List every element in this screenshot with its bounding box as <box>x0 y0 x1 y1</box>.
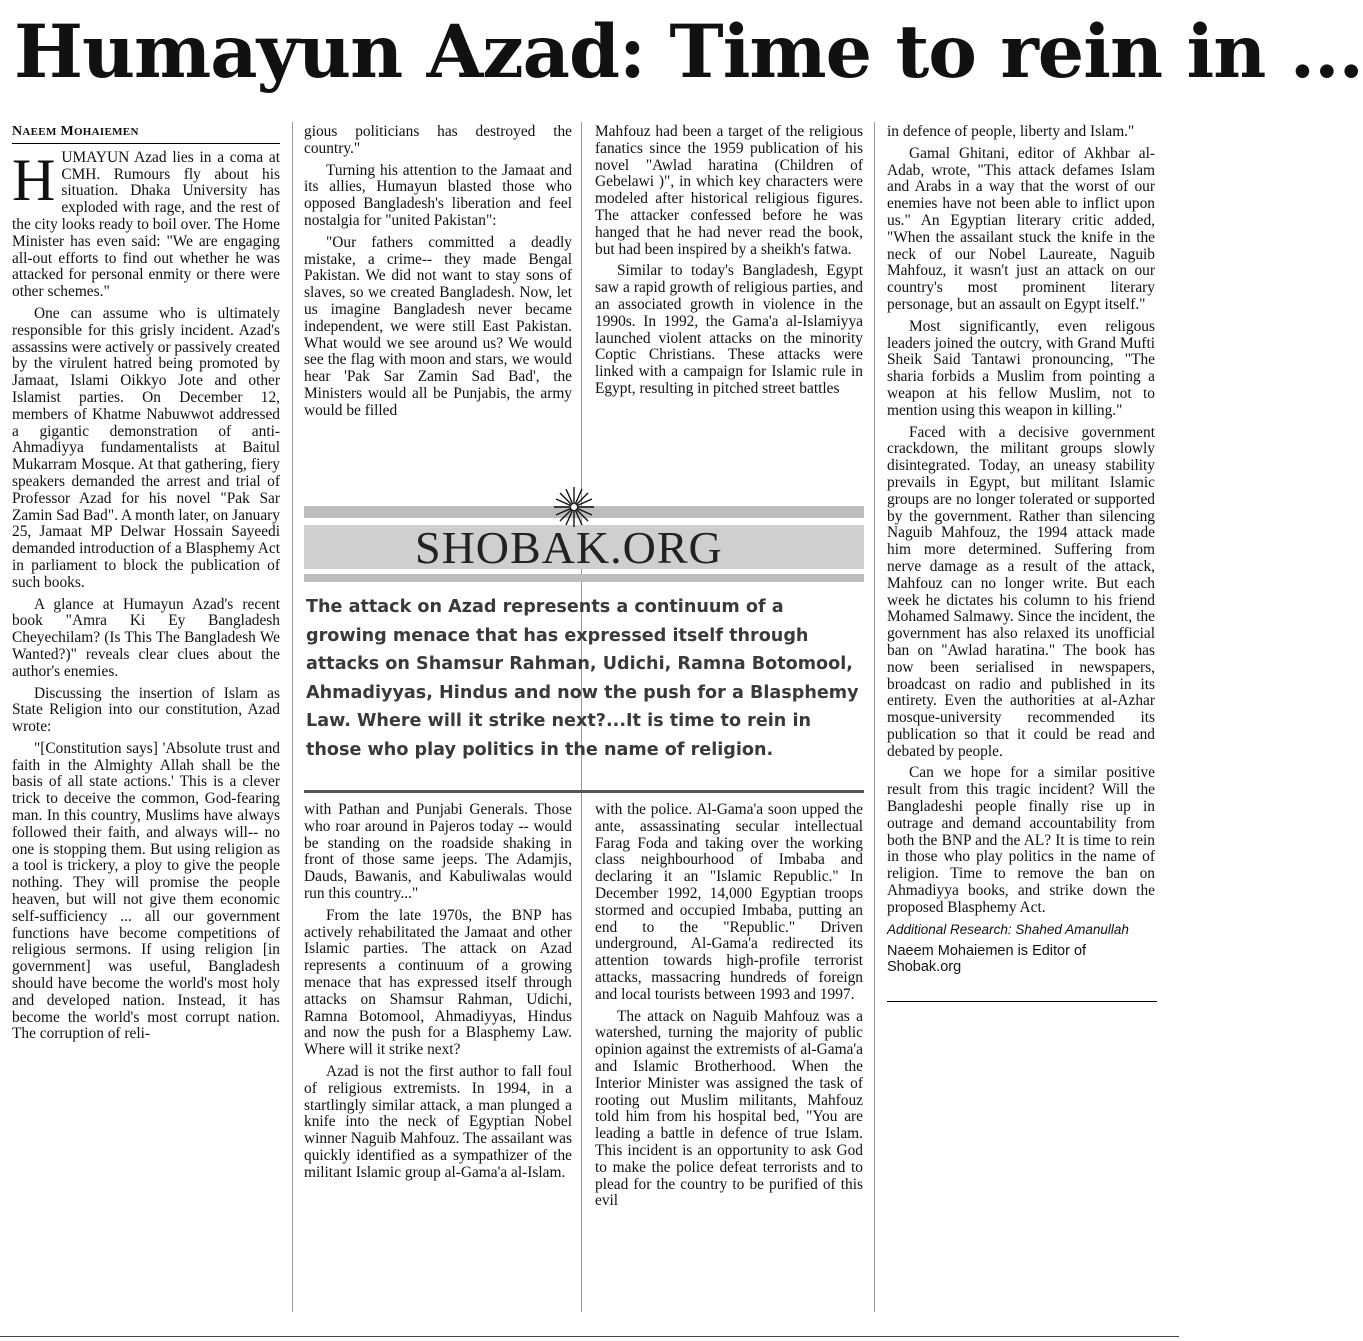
shobak-logo: SHOBAK.ORG <box>415 522 723 573</box>
column-divider <box>292 122 293 1312</box>
lead-paragraph: HUMAYUN Azad lies in a coma at CMH. Rumours fly about his situation. Dhaka University has exploded with rage, and the rest of the city looks ready to boil over. The Home Minister has even said: "We are engaging all-out efforts to find out whether he was attacked for personal enmity or there were other schemes." <box>12 146 280 301</box>
end-rule <box>887 1001 1157 1002</box>
column-4 <box>887 124 1155 1318</box>
byline: NAEEM MOHAIEMEN <box>12 124 280 144</box>
paragraph: "Our fathers committed a deadly mistake, a crime-- they made Bengal Pakistan. We did not want to stay sons of slaves, so we created Bangladesh. Now, let us imagine Bangladesh never became independent, we were still East Pakistan. What would we see around us? We would see the flag with moon and stars, we would hear 'Pak Sar Zamin Sad Bad', the Ministers would all be Punjabis, the army would be filled <box>304 233 572 419</box>
paragraph: Discussing the insertion of Islam as State Religion into our constitution, Azad wrote: <box>12 684 280 736</box>
pull-quote-box <box>304 485 864 794</box>
paragraph: A glance at Humayun Azad's recent book "Amra Ki Ey Bangladesh Cheyechilam? (Is This The Bangladesh We Wanted?)" reveals clear clues about the author's enemies. <box>12 595 280 680</box>
banner-stripe <box>304 574 864 582</box>
paragraph: The attack on Naguib Mahfouz was a watershed, turning the majority of public opinion against the extremists of al-Gama'a and Islamic Brotherhood. When the Interior Minister was assigned the task of rooting out Muslim militants, Mahfouz told him from his hospital bed, "You are leading a battle in defence of true Islam. This incident is an opportunity to ask God to make the police defeat terrorists and to plead for the country to be purified of this evil <box>595 1007 863 1210</box>
paragraph: Turning his attention to the Jamaat and its allies, Humayun blasted those who opposed Bangladesh's liberation and feel nostalgia for "united Pakistan": <box>304 161 572 229</box>
paragraph: Mahfouz had been a target of the religious fanatics since the 1959 publication of his novel "Awlad haratina (Children of Gebelawi )", in which key characters were modeled after historical religious figures. The attacker confessed before he was hanged that he had never read the book, but had been inspired by a sheikh's fatwa. <box>595 123 863 258</box>
paragraph: with the police. Al-Gama'a soon upped the ante, assassinating secular intellectual Farag Foda and taking over the working class neighbourhood of Imbaba and declaring it an "Islamic Republic." In December 1992, 14,000 Egyptian troops stormed and occupied Imbaba, putting an end to the "Republic." Driven underground, Al-Gama'a redirected its attention towards high-profile terrorist attacks, massacring hundreds of foreign and local tourists between 1993 and 1997. <box>595 801 863 1003</box>
paragraph: Similar to today's Bangladesh, Egypt saw a rapid growth of religious parties, and an associated growth in violence in the 1990s. In 1992, the Gama'a al-Islamiyya launched violent attacks on the minority Coptic Christians. These attacks were linked with a campaign for Islamic rule in Egypt, resulting in pitched street battles <box>595 262 863 397</box>
paragraph: Gamal Ghitani, editor of Akhbar al-Adab, wrote, "This attack defames Islam and Arabs in a way that the worst of our enemies have not been able to inflict upon us." An Egyptian literary critic added, "When the assailant stuck the knife in the neck of our Nobel Laureate, Naguib Mahfouz, it wasn't just an attack on our country's most prominent literary personage, but an assault on Egypt itself." <box>887 144 1155 313</box>
paragraph: "[Constitution says] 'Absolute trust and faith in the Almighty Allah shall be the basis of all state actions.' This is a clever trick to deceive the common, God-fearing man. In this country, Muslims have always followed their faith, and always will-- no one is stopping them. But using religion as a tool is trickery, a ploy to give the people nothing. They will promise the people heaven, but will not give them economic self-sufficiency ... all our government functions have become competitions of religious sermons. If using religion [in government] was useful, Bangladesh should have become the world's most holy and developed nation. Instead, it has become the world's most corrupt nation. The corruption of reli- <box>12 739 280 1043</box>
paragraph: Azad is not the first author to fall foul of religious extremists. In 1994, in a startlingly similar attack, a man plunged a knife into the neck of Egyptian Nobel winner Naguib Mahfouz. The assailant was quickly identified as a sympathizer of the militant Islamic group al-Gama'a al-Islam. <box>304 1062 572 1181</box>
paragraph: Faced with a decisive government crackdown, the militant groups slowly disintegrated. Today, an uneasy stability prevails in Egypt, but militant Islamic groups are no longer tolerated or supported by the government. Rather than silencing Naguib Mahfouz, the 1994 attack made him more determined. Suffering from nerve damage as a result of the attack, Mahfouz can no longer write. But each week he dictates his column to his friend Mohamed Salmawy. Since the incident, the government has also relaxed its unofficial ban on "Awlad haratina." The book has now been serialised in newspapers, broadcast on radio and published in its entirety. Even the authorities at al-Azhar mosque-university recommended its publication so that it could be read and debated by people. <box>887 423 1155 760</box>
drop-cap: H <box>12 146 56 213</box>
column-divider <box>874 122 875 1312</box>
paragraph: One can assume who is ultimately responsible for this grisly incident. Azad's assassins were actively or passively created by the virulent hatred being promoted by Jamaat, Islami Oikkyo Jote and other Islamist parties. On December 12, members of Khatme Nabuwwot addressed a gigantic demonstration of anti-Ahmadiyya fundamentalists at Baitul Mukarram Mosque. At that gathering, fiery speakers demanded the arrest and trial of Professor Azad for his novel "Pak Sar Zamin Sad Bad". A month later, on January 25, Jamaat MP Delwar Hossain Sayeedi demanded introduction of a Blasphemy Act in parliament to block the publication of such books. <box>12 304 280 591</box>
page-bottom-rule <box>0 1336 1179 1337</box>
paragraph: gious politicians has destroyed the country." <box>304 123 572 157</box>
paragraph: Most significantly, even religous leaders joined the outcry, with Grand Mufti Sheik Said Tantawi pronouncing, "The sharia forbids a Muslim from pointing a weapon at his fellow Muslim, not to mention using this weapon in killing." <box>887 317 1155 419</box>
column-2-bottom <box>304 802 572 1318</box>
paragraph: with Pathan and Punjabi Generals. Those who roar around in Pajeros today -- would be standing on the roadside shaking in front of those same jeeps. The Adamjis, Dauds, Bawanis, and Kabuliwalas would run this country..." <box>304 801 572 902</box>
column-1 <box>12 124 280 1318</box>
column-3-bottom <box>595 802 863 1318</box>
headline: Humayun Azad: Time to rein in ... <box>14 9 1363 95</box>
pull-quote-rule <box>304 790 864 793</box>
column-3-top <box>595 124 863 486</box>
column-2-top <box>304 124 572 486</box>
paragraph: in defence of people, liberty and Islam." <box>887 123 1135 140</box>
research-credit: Additional Research: Shahed Amanullah <box>887 921 1129 937</box>
author-note: Naeem Mohaiemen is Editor of Shobak.org <box>887 943 1087 976</box>
paragraph: From the late 1970s, the BNP has actively rehabilitated the Jamaat and other Islamic parties. The attack on Azad represents a continuum of a growing menace that has expressed itself through attacks on Shamsur Rahman, Udichi, Ramna Botomool, Ahmadiyyas, Hindus and now the push for a Blasphemy Law. Where will it strike next? <box>304 906 572 1059</box>
paragraph: Can we hope for a similar positive result from this tragic incident? Will the Bangladeshi people finally rise up in outrage and demand accountability from both the BNP and the AL? It is time to rein in those who play politics in the name of religion. Time to remove the ban on Ahmadiyya books, and strike down the proposed Blasphemy Act. <box>887 764 1155 916</box>
pull-quote-text: The attack on Azad represents a continuum of a growing menace that has expressed itself through attacks on Shamsur Rahman, Udichi, Ramna Botomool, Ahmadiyyas, Hindus and now the push for a Blasphemy Law. Where will it strike next?...It is time to rein in those who play politics in the name of religion. <box>306 597 859 760</box>
